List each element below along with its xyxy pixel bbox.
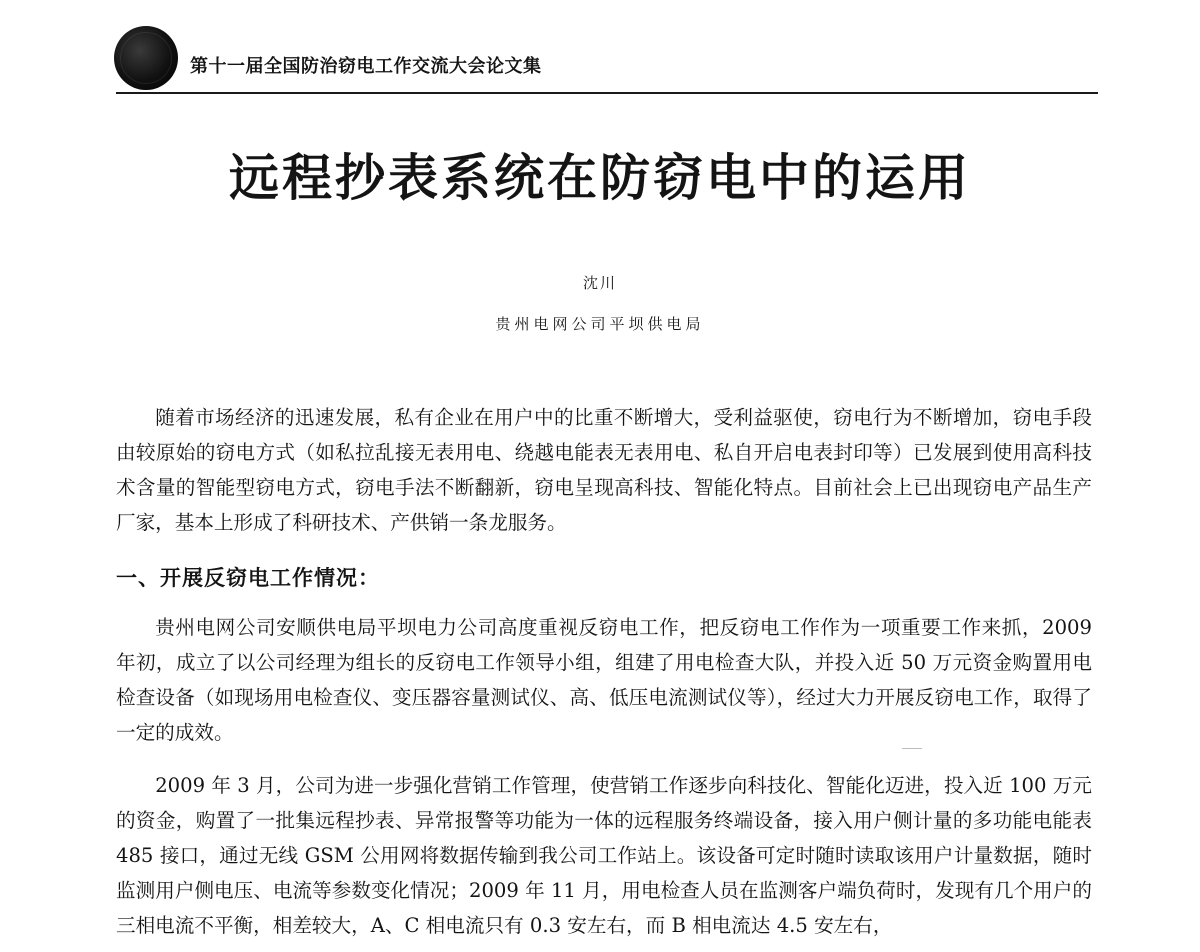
scan-artifact bbox=[902, 748, 922, 749]
body-paragraph-2: 贵州电网公司安顺供电局平坝电力公司高度重视反窃电工作，把反窃电工作作为一项重要工作来抓，2009 年初，成立了以公司经理为组长的反窃电工作领导小组，组建了用电检查大队，并投入近 50 万元资金购置用电检查设备（如现场用电检查仪、变压器容量测试仪、高、低压电流测试仪等），经过大力开展反窃电工作，取得了一定的成效。 bbox=[116, 616, 1092, 744]
body-paragraph-1: 随着市场经济的迅速发展，私有企业在用户中的比重不断增大，受利益驱使，窃电行为不断增加，窃电手段由较原始的窃电方式（如私拉乱接无表用电、绕越电能表无表用电、私自开启电表封印等）已发展到使用高科技术含量的智能型窃电方式，窃电手法不断翻新，窃电呈现高科技、智能化特点。目前社会上已出现窃电产品生产厂家，基本上形成了科研技术、产供销一条龙服务。 bbox=[116, 406, 1092, 534]
running-header-title: 第十一届全国防治窃电工作交流大会论文集 bbox=[190, 56, 542, 77]
author-name: 沈川 bbox=[582, 274, 617, 292]
header-divider bbox=[116, 92, 1098, 94]
author-affiliation: 贵州电网公司平坝供电局 bbox=[495, 315, 705, 333]
body-paragraph-3: 2009 年 3 月，公司为进一步强化营销工作管理，使营销工作逐步向科技化、智能化迈进，投入近 100 万元的资金，购置了一批集远程抄表、异常报警等功能为一体的远程服务终端设备，接入用户侧计量的多功能电能表 485 接口，通过无线 GSM 公用网将数据传输到我公司工作站上。该设备可定时随时读取该用户计量数据，随时监测用户侧电压、电流等参数变化情况；2009 年 11 月，用电检查人员在监测客户端负荷时，发现有几个用户的三相电流不平衡，相差较大，A、C 相电流只有 0.3 安左右，而 B 相电流达 4.5 安左右， bbox=[116, 774, 1092, 937]
paper-title: 远程抄表系统在防窃电中的运用 bbox=[229, 149, 971, 207]
section-heading-1: 一、开展反窃电工作情况： bbox=[116, 566, 380, 590]
journal-seal-icon bbox=[114, 26, 178, 90]
